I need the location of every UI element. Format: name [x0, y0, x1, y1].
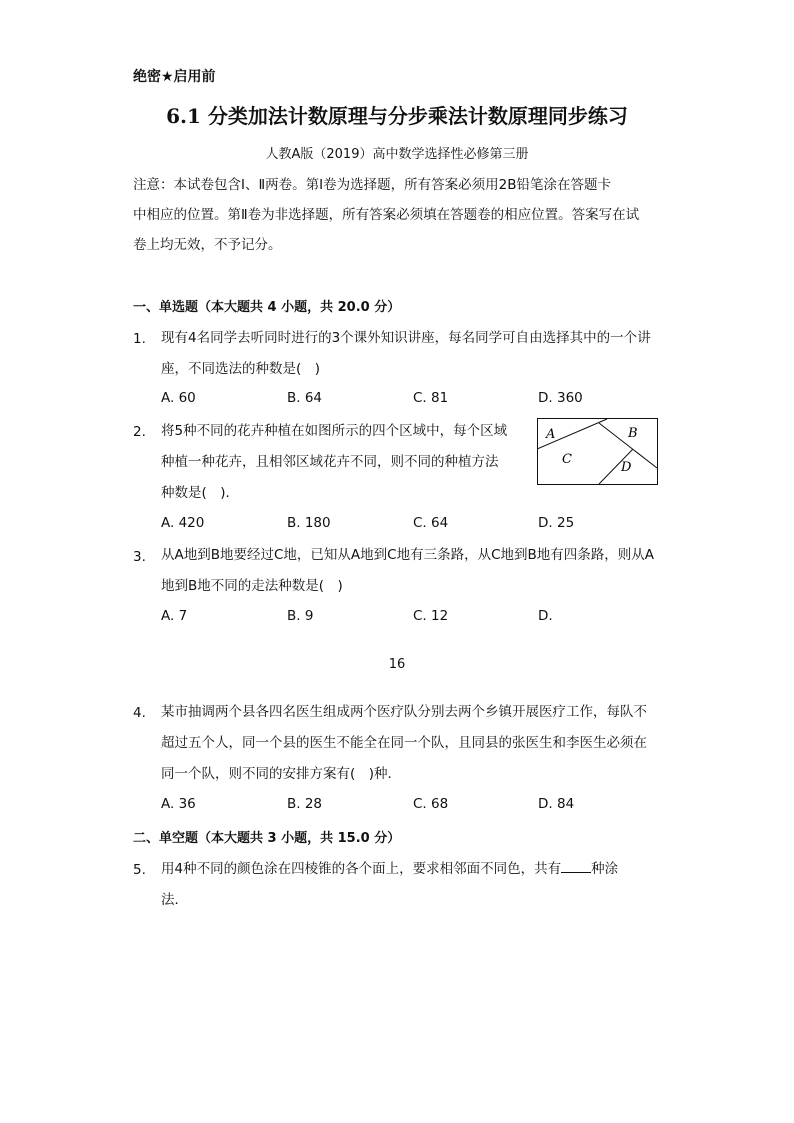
option-b[interactable]: B. 64 — [287, 390, 323, 406]
question-line — [161, 854, 661, 885]
notice-line: 中相应的位置。第Ⅱ卷为非选择题，所有答案必须填在答题卷的相应位置。答案写在试 — [133, 207, 640, 223]
question-number: 1. — [133, 331, 146, 347]
question-number: 2. — [133, 424, 146, 440]
option-d[interactable]: D. — [538, 608, 553, 624]
figure-border — [538, 419, 658, 485]
option-d[interactable]: D. 25 — [538, 515, 575, 531]
option-c[interactable]: C. 68 — [413, 796, 449, 812]
question-text — [161, 416, 531, 509]
question-line: 同一个队，则不同的安排方案有( )种． — [161, 766, 402, 782]
question-text — [161, 540, 661, 602]
question-number: 5. — [133, 862, 146, 878]
region-figure — [537, 418, 659, 486]
region-label-a: A — [546, 427, 556, 442]
exam-notice — [133, 170, 663, 260]
option-a[interactable]: A. 36 — [161, 796, 196, 812]
question-line: 种植一种花卉，且相邻区域花卉不同，则不同的种植方法 — [161, 454, 499, 470]
question-number: 4. — [133, 705, 146, 721]
question-line: 将5种不同的花卉种植在如图所示的四个区域中，每个区域 — [161, 423, 508, 439]
question-text-before-blank: 用4种不同的颜色涂在四棱锥的各个面上，要求相邻面不同色，共有 — [161, 861, 562, 877]
question-text-after-blank: 种涂 — [591, 861, 619, 877]
question-text — [161, 323, 661, 385]
region-label-d: D — [621, 460, 632, 475]
option-b[interactable]: B. 28 — [287, 796, 323, 812]
question-text — [161, 854, 661, 916]
option-a[interactable]: A. 7 — [161, 608, 188, 624]
question-line: 座，不同选法的种数是( ) — [161, 361, 321, 377]
option-a[interactable]: A. 420 — [161, 515, 205, 531]
question-text — [161, 697, 661, 790]
option-a[interactable]: A. 60 — [161, 390, 196, 406]
option-b[interactable]: B. 9 — [287, 608, 314, 624]
option-c[interactable]: C. 64 — [413, 515, 449, 531]
question-number: 3. — [133, 549, 146, 565]
confidential-label: 绝密★启用前 — [133, 69, 216, 85]
question-line: 地到B地不同的走法种数是( ) — [161, 578, 343, 594]
question-line: 种数是( )． — [161, 485, 240, 501]
question-line: 从A地到B地要经过C地，已知从A地到C地有三条路，从C地到B地有四条路，则从A — [161, 547, 655, 563]
page-number: 16 — [388, 657, 406, 672]
notice-line: 注意：本试卷包含Ⅰ、Ⅱ两卷。第Ⅰ卷为选择题，所有答案必须用2B铅笔涂在答题卡 — [133, 177, 611, 193]
option-b[interactable]: B. 180 — [287, 515, 331, 531]
page-subtitle: 人教A版（2019）高中数学选择性必修第三册 — [265, 147, 529, 162]
section-heading-single-choice: 一、单选题（本大题共 4 小题，共 20.0 分） — [133, 300, 401, 315]
region-label-c: C — [562, 452, 572, 467]
notice-line: 卷上均无效，不予记分。 — [133, 237, 282, 253]
page-title: 6.1 分类加法计数原理与分步乘法计数原理同步练习 — [166, 104, 628, 128]
option-d[interactable]: D. 84 — [538, 796, 575, 812]
answer-blank[interactable] — [561, 858, 591, 873]
question-line: 现有4名同学去听同时进行的3个课外知识讲座，每名同学可自由选择其中的一个讲 — [161, 330, 651, 346]
option-c[interactable]: C. 81 — [413, 390, 449, 406]
section-heading-fill-blank: 二、单空题（本大题共 3 小题，共 15.0 分） — [133, 831, 401, 846]
question-line: 超过五个人，同一个县的医生不能全在同一个队，且同县的张医生和李医生必须在 — [161, 735, 647, 751]
option-d[interactable]: D. 360 — [538, 390, 583, 406]
option-c[interactable]: C. 12 — [413, 608, 449, 624]
question-line: 某市抽调两个县各四名医生组成两个医疗队分别去两个乡镇开展医疗工作，每队不 — [161, 704, 647, 720]
question-line: 法． — [161, 892, 188, 908]
region-label-b: B — [628, 426, 638, 441]
